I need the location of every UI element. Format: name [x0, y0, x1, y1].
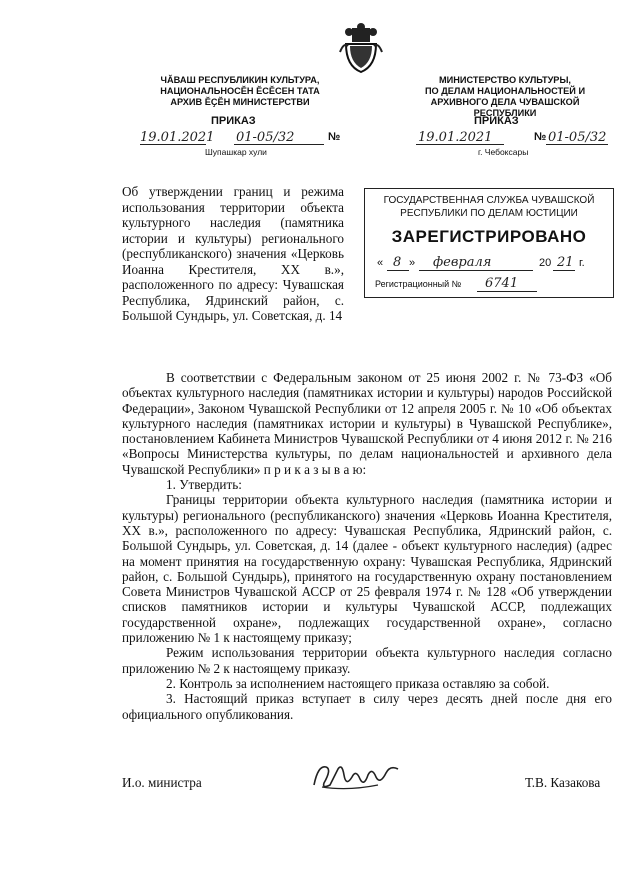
- signatory-name: Т.В. Казакова: [525, 775, 601, 790]
- stamp-reg-number: 6741: [485, 276, 519, 291]
- stamp-date-open: «: [377, 257, 384, 269]
- left-number: 01-05/32: [236, 130, 295, 145]
- right-number: 01-05/32: [548, 130, 607, 145]
- stamp-day: 8: [393, 255, 402, 270]
- stamp-registered: ЗАРЕГИСТРИРОВАНО: [391, 227, 587, 246]
- right-order-label: ПРИКАЗ: [474, 115, 519, 127]
- stamp-date-close: »: [409, 257, 416, 269]
- left-place: Шупашкар хули: [205, 147, 267, 157]
- stamp-reg: [375, 277, 605, 293]
- left-header-line: ЧӐВАШ РЕСПУБЛИКИН КУЛЬТУРА,: [160, 75, 320, 85]
- body-paragraph-3: Режим использования территории объекта культурного наследия согласно приложению № 2 к настоящему приказу.: [122, 645, 612, 676]
- stamp-line-2: РЕСПУБЛИКИ ПО ДЕЛАМ ЮСТИЦИИ: [400, 208, 578, 219]
- left-order-label: ПРИКАЗ: [211, 115, 256, 127]
- left-date: 19.01.2021: [140, 130, 215, 145]
- left-header-line: АРХИВ ĔҪĔН МИНИСТЕРСТВИ: [170, 97, 310, 107]
- registration-stamp: [364, 188, 614, 298]
- body-item-3: 3. Настоящий приказ вступает в силу через десять дней после дня его официального опубликования.: [122, 691, 612, 722]
- right-date-line: [400, 130, 610, 146]
- stamp-line-1: ГОСУДАРСТВЕННАЯ СЛУЖБА ЧУВАШСКОЙ: [383, 195, 595, 206]
- right-header: [398, 75, 612, 119]
- stamp-year-prefix: 20: [539, 257, 552, 269]
- right-header-line: АРХИВНОГО ДЕЛА ЧУВАШСКОЙ РЕСПУБЛИКИ: [430, 97, 580, 118]
- right-number-sign: №: [534, 131, 547, 143]
- left-header-line: НАЦИОНАЛЬНОСĔН ĔСĔСЕН ТАТА: [160, 86, 320, 96]
- handwritten-signature: [308, 755, 408, 795]
- right-header-line: ПО ДЕЛАМ НАЦИОНАЛЬНОСТЕЙ И: [424, 86, 586, 96]
- coat-of-arms-emblem: [338, 22, 384, 74]
- right-date: 19.01.2021: [418, 130, 493, 145]
- body-paragraph-2: Границы территории объекта культурного наследия (памятника истории и культуры) регионального (республиканского) значения «Церковь Иоанна Крестителя, XX в.», расположенного по адресу: Чувашская Республика, Ядринский район, с. Большой Сундырь, ул. Советская, д. 14 (далее - объект культурного наследия) (адрес на момент принятия на государственную охрану: Чувашская Республика, Ядринский район, с. Большой Сундырь), принятого на государственную охрану постановлением Совета Министров Чувашской АССР от 25 февраля 1974 г. № 128 «Об утверждении списков памятников истории и культуры Чувашской АССР, подлежащих государственной охране», подлежащих государственной охране», согласно приложению № 1 к настоящему приказу;: [122, 492, 612, 646]
- left-header: [140, 75, 340, 108]
- stamp-date: [375, 255, 605, 273]
- body-item-2: 2. Контроль за исполнением настоящего приказа оставляю за собой.: [166, 675, 550, 691]
- right-place: г. Чебоксары: [478, 147, 529, 157]
- signatory-position: И.о. министра: [122, 775, 202, 790]
- document-body: [122, 370, 612, 722]
- document-title: Об утверждении границ и режима использования территории объекта культурного наследия (памятника истории и культуры) регионального (республиканского) значения «Церковь Иоанна Крестителя, XX в.», расположенного по адресу: Чувашская Республика, Ядринский район, с. Большой Сундырь, ул. Советская, д. 14: [122, 184, 344, 323]
- left-date-line: [140, 130, 340, 146]
- stamp-month: февраля: [433, 255, 492, 270]
- stamp-year-end: г.: [579, 257, 585, 269]
- number-sign: №: [328, 131, 341, 143]
- stamp-reg-label: Регистрационный №: [375, 279, 462, 289]
- right-header-line: МИНИСТЕРСТВО КУЛЬТУРЫ,: [439, 75, 571, 85]
- body-paragraph-1: В соответствии с Федеральным законом от 25 июня 2002 г. № 73-ФЗ «Об объектах культурного наследия (памятниках истории и культуры) народов Российской Федерации», Законом Чувашской Республики от 12 апреля 2005 г. № 10 «Об объектах культурного наследия (памятниках истории и культуры) в Чувашской Республике», постановлением Кабинета Министров Чувашской Республики от 4 июня 2012 г. № 216 «Вопросы Министерства культуры, по делам национальностей и архивного дела Чувашской Республики» п р и к а з ы в а ю:: [122, 370, 612, 477]
- stamp-year-suffix: 21: [557, 255, 574, 270]
- body-item-1: 1. Утвердить:: [166, 477, 242, 493]
